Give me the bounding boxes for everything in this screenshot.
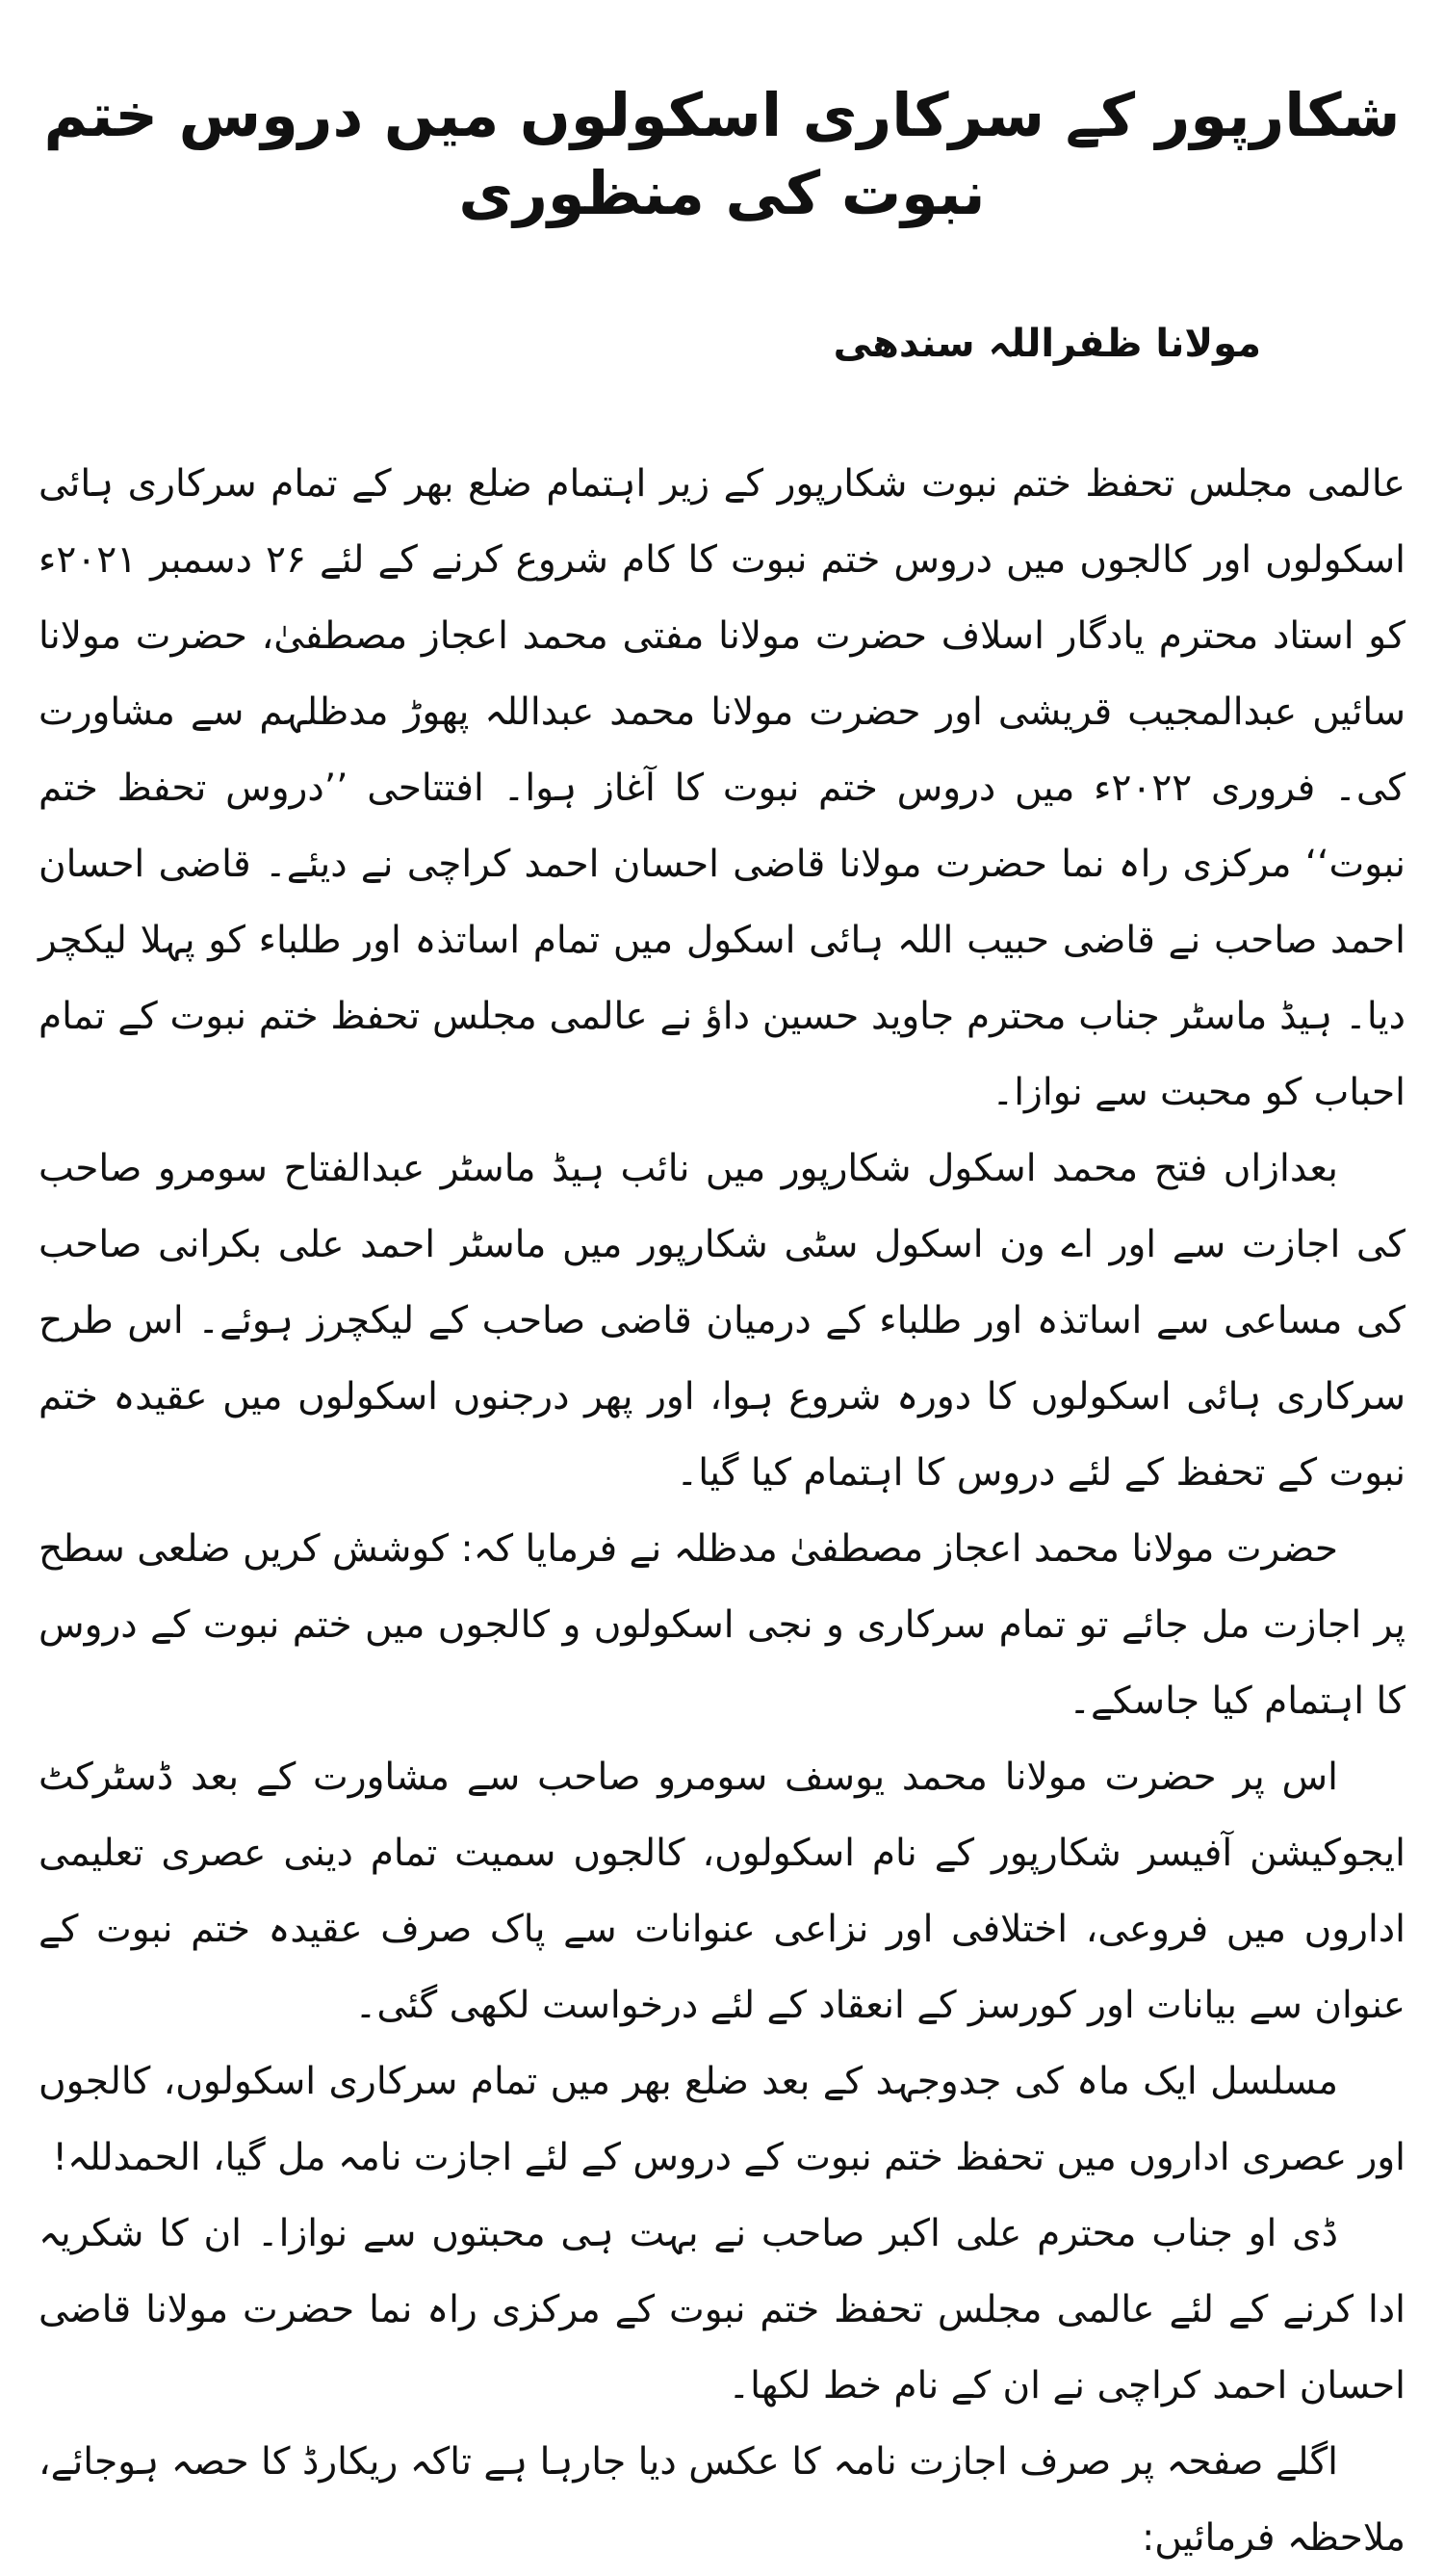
- paragraph-2: بعدازاں فتح محمد اسکول شکارپور میں نائب ہیڈ ماسٹر عبدالفتاح سومرو صاحب کی اجازت سے اور اے ون اسکول سٹی شکارپور میں ماسٹر احمد علی بکرانی صاحب کی مساعی سے اساتذہ اور طلباء کے درمیان قاضی صاحب کے لیکچرز ہوئے۔ اس طرح سرکاری ہائی اسکولوں کا دورہ شروع ہوا، اور پھر درجنوں اسکولوں میں عقیدہ ختم نبوت کے تحفظ کے لئے دروس کا اہتمام کیا گیا۔: [39, 1147, 1405, 1496]
- paragraph-1: عالمی مجلس تحفظ ختم نبوت شکارپور کے زیر اہتمام ضلع بھر کے تمام سرکاری ہائی اسکولوں اور کالجوں میں دروس ختم نبوت کا کام شروع کرنے کے لئے ۲۶ دسمبر ۲۰۲۱ء کو استاد محترم یادگار اسلاف حضرت مولانا مفتی محمد اعجاز مصطفیٰ، حضرت مولانا سائیں عبدالمجیب قریشی اور حضرت مولانا محمد عبداللہ پھوڑ مدظلہم سے مشاورت کی۔ فروری ۲۰۲۲ء میں دروس ختم نبوت کا آغاز ہوا۔ افتتاحی ’’دروس تحفظ ختم نبوت‘‘ مرکزی راہ نما حضرت مولانا قاضی احسان احمد کراچی نے دیئے۔ قاضی احسان احمد صاحب نے قاضی حبیب اللہ ہائی اسکول میں تمام اساتذہ اور طلباء کو پہلا لیکچر دیا۔ ہیڈ ماسٹر جناب محترم جاوید حسین داؤ نے عالمی مجلس تحفظ ختم نبوت کے تمام احباب کو محبت سے نوازا۔: [39, 462, 1405, 1115]
- paragraph-7: اگلے صفحہ پر صرف اجازت نامہ کا عکس دیا جارہا ہے تاکہ ریکارڈ کا حصہ ہوجائے، ملاحظہ فرمائیں:: [39, 2440, 1405, 2561]
- article-title: شکارپور کے سرکاری اسکولوں میں دروس ختم نبوت کی منظوری: [43, 80, 1401, 228]
- paragraph-3: حضرت مولانا محمد اعجاز مصطفیٰ مدظلہ نے فرمایا کہ: کوشش کریں ضلعی سطح پر اجازت مل جائے تو تمام سرکاری و نجی اسکولوں و کالجوں میں ختم نبوت کے دروس کا اہتمام کیا جاسکے۔: [39, 1527, 1405, 1724]
- article-author: مولانا ظفراللہ سندھی: [833, 322, 1261, 367]
- paragraph-4: اس پر حضرت مولانا محمد یوسف سومرو صاحب سے مشاورت کے بعد ڈسٹرکٹ ایجوکیشن آفیسر شکارپور کے نام اسکولوں، کالجوں سمیت تمام دینی عصری تعلیمی اداروں میں فروعی، اختلافی اور نزاعی عنوانات سے پاک صرف عقیدہ ختم نبوت کے عنوان سے بیانات اور کورسز کے انعقاد کے لئے درخواست لکھی گئی۔: [39, 1756, 1405, 2028]
- paragraph-5: مسلسل ایک ماہ کی جدوجہد کے بعد ضلع بھر میں تمام سرکاری اسکولوں، کالجوں اور عصری اداروں میں تحفظ ختم نبوت کے دروس کے لئے اجازت نامہ مل گیا، الحمدللہ!: [39, 2060, 1405, 2180]
- article-body: [39, 446, 1405, 2576]
- paragraph-6: ڈی او جناب محترم علی اکبر صاحب نے بہت ہی محبتوں سے نوازا۔ ان کا شکریہ ادا کرنے کے لئے عالمی مجلس تحفظ ختم نبوت کے مرکزی راہ نما حضرت مولانا قاضی احسان احمد کراچی نے ان کے نام خط لکھا۔: [39, 2212, 1405, 2408]
